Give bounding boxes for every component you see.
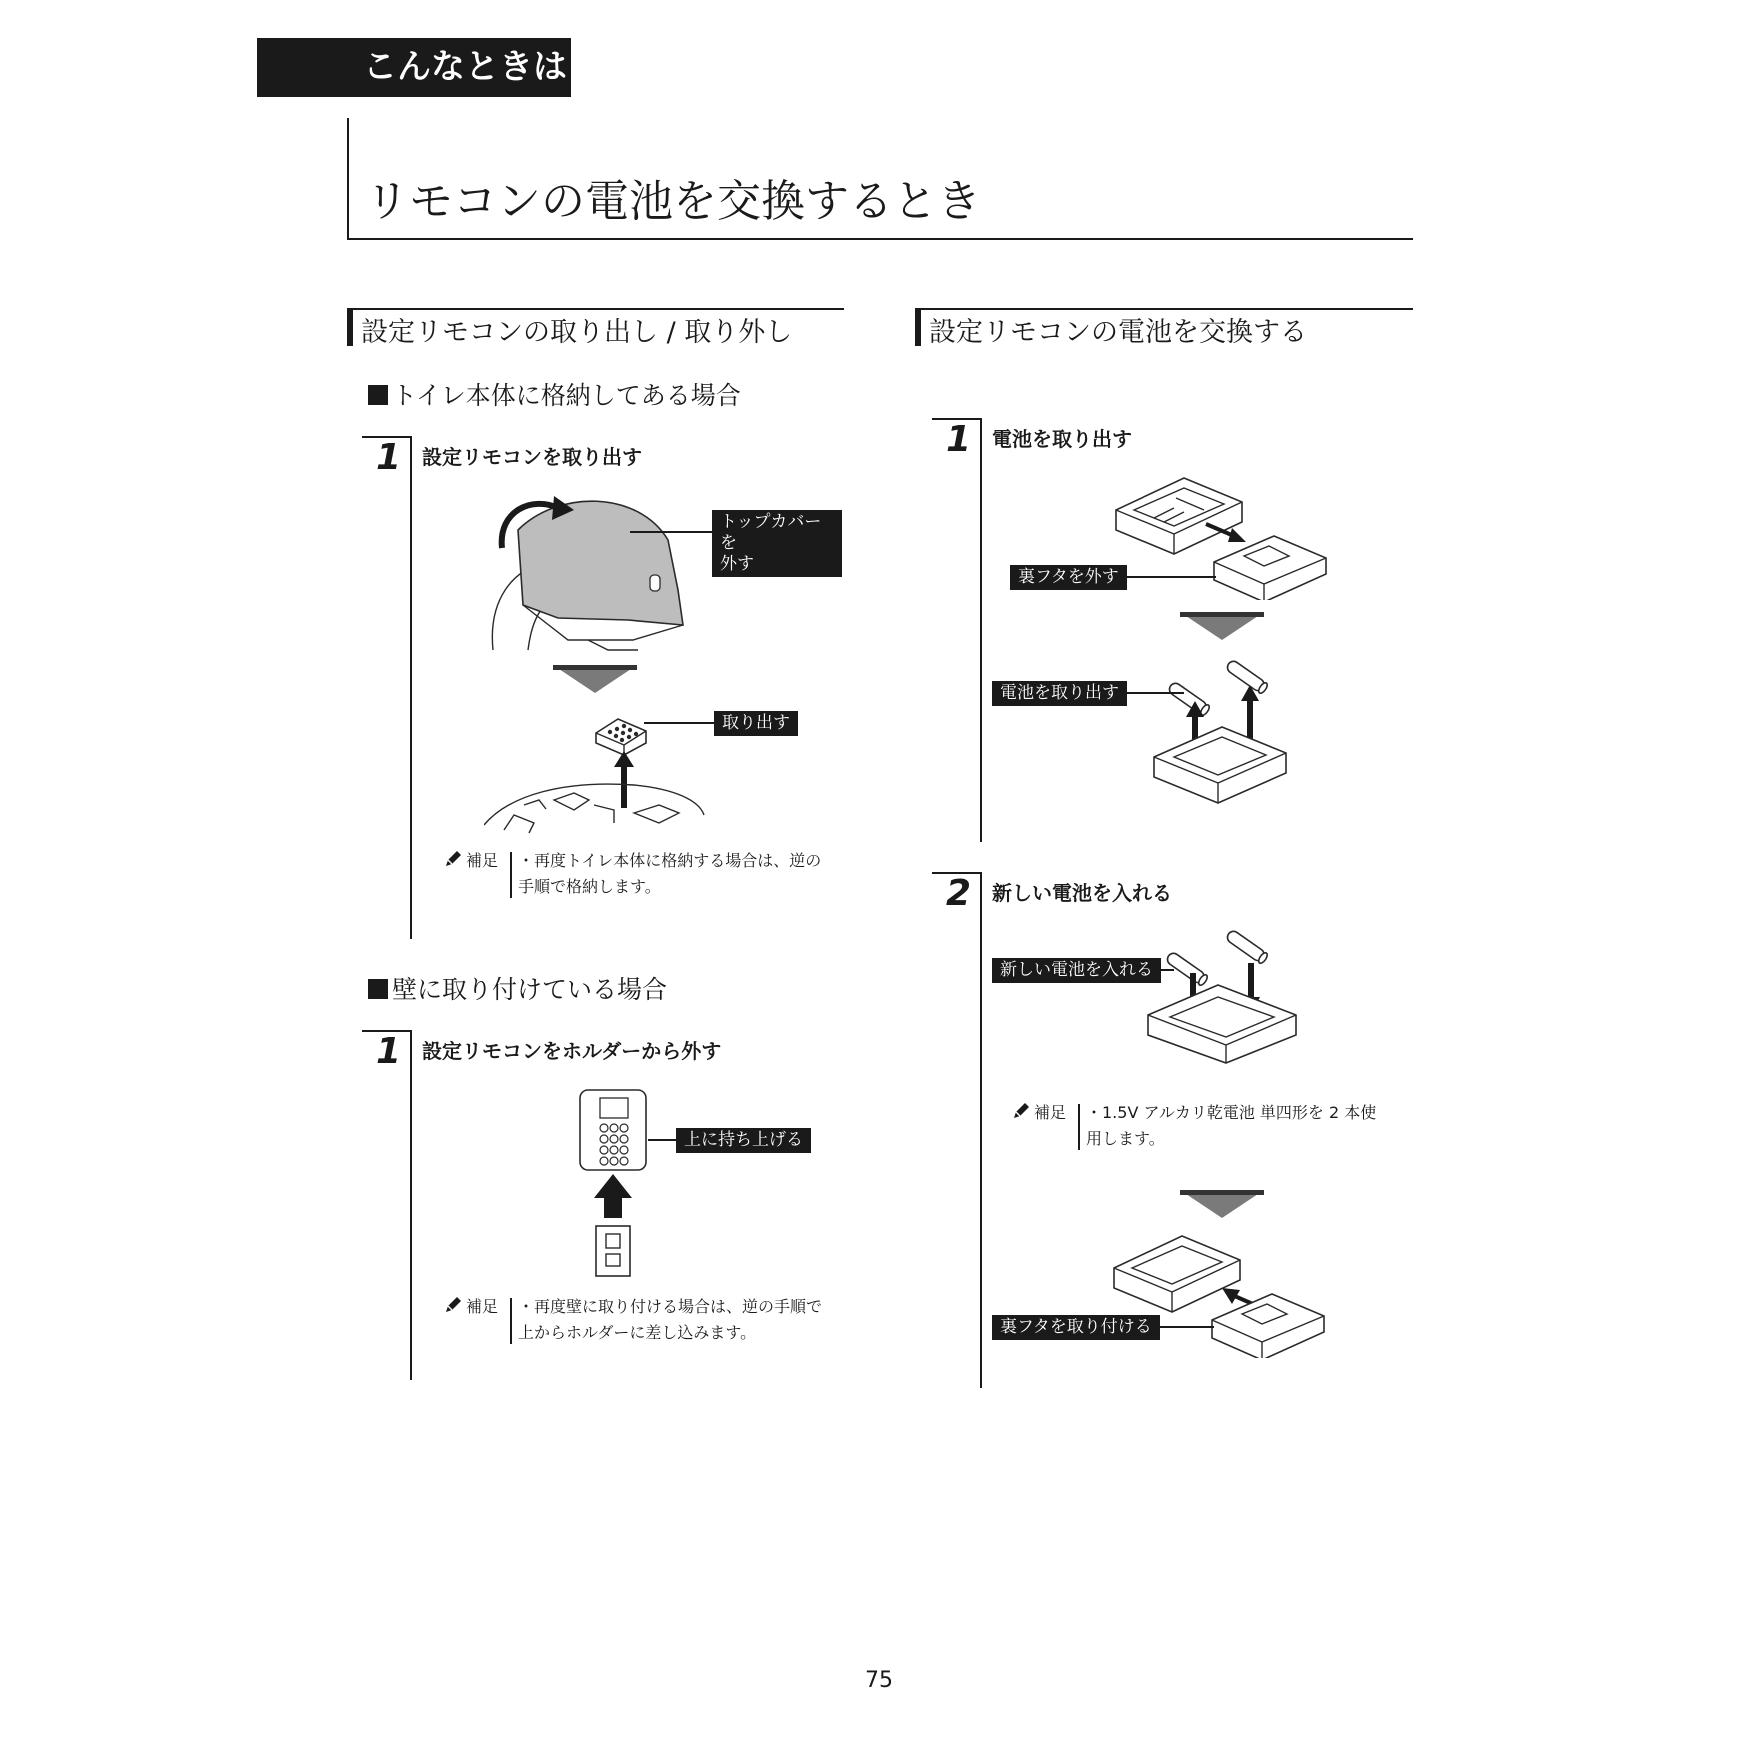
back-cover-removal-illustration bbox=[1114, 470, 1334, 600]
left-section-title: 設定リモコンの取り出し / 取り外し bbox=[361, 317, 793, 348]
right-section-title: 設定リモコンの電池を交換する bbox=[929, 317, 1307, 348]
title-rule-vertical bbox=[347, 118, 349, 240]
remote-holder-illustration bbox=[578, 1088, 648, 1278]
step-rule bbox=[980, 418, 982, 842]
title-rule-horizontal bbox=[347, 238, 1413, 240]
step-rule bbox=[410, 1030, 412, 1380]
page-title: リモコンの電池を交換するとき bbox=[365, 176, 981, 227]
label-take-out-batteries: 電池を取り出す bbox=[992, 681, 1127, 706]
pencil-icon bbox=[1012, 1102, 1030, 1120]
battery-insert-illustration bbox=[1146, 925, 1306, 1065]
remote-take-out-illustration bbox=[484, 705, 714, 835]
pencil-icon bbox=[444, 850, 462, 868]
down-arrow-icon bbox=[1180, 1190, 1264, 1220]
label-take-out: 取り出す bbox=[714, 711, 798, 736]
step-title: 新しい電池を入れる bbox=[992, 881, 1172, 905]
step-title: 電池を取り出す bbox=[992, 427, 1132, 451]
down-arrow-icon bbox=[1180, 612, 1264, 642]
down-arrow-icon bbox=[553, 665, 637, 695]
step-number: 2 bbox=[946, 873, 972, 914]
supplement-note: 補足 ・1.5V アルカリ乾電池 単四形を 2 本使 用します。 bbox=[1012, 1100, 1412, 1156]
step-rule bbox=[980, 872, 982, 1388]
step-rule bbox=[410, 436, 412, 939]
label-remove-back-cover: 裏フタを外す bbox=[1010, 565, 1127, 590]
case1-heading: トイレ本体に格納してある場合 bbox=[368, 380, 741, 412]
battery-removal-illustration bbox=[1152, 655, 1292, 805]
section-tab: こんなときは bbox=[257, 38, 571, 97]
supplement-note: 補足 ・再度壁に取り付ける場合は、逆の手順で 上からホルダーに差し込みます。 bbox=[444, 1294, 844, 1350]
page-number: 75 bbox=[865, 1668, 893, 1693]
step-number: 1 bbox=[376, 1031, 402, 1072]
right-section-heading bbox=[915, 308, 1413, 348]
label-top-cover: トップカバーを 外す bbox=[712, 510, 842, 577]
step-title: 設定リモコンを取り出す bbox=[422, 445, 642, 469]
pencil-icon bbox=[444, 1296, 462, 1314]
label-lift-up: 上に持ち上げる bbox=[676, 1128, 811, 1153]
step-title: 設定リモコンをホルダーから外す bbox=[422, 1039, 722, 1063]
step-number: 1 bbox=[376, 437, 402, 478]
case2-heading: 壁に取り付けている場合 bbox=[368, 974, 667, 1006]
left-section-heading bbox=[347, 308, 844, 348]
step-number: 1 bbox=[946, 419, 972, 460]
label-attach-back-cover: 裏フタを取り付ける bbox=[992, 1315, 1160, 1340]
supplement-note: 補足 ・再度トイレ本体に格納する場合は、逆の 手順で格納します。 bbox=[444, 848, 844, 904]
label-insert-batteries: 新しい電池を入れる bbox=[992, 958, 1161, 983]
toilet-top-cover-illustration bbox=[488, 490, 688, 660]
